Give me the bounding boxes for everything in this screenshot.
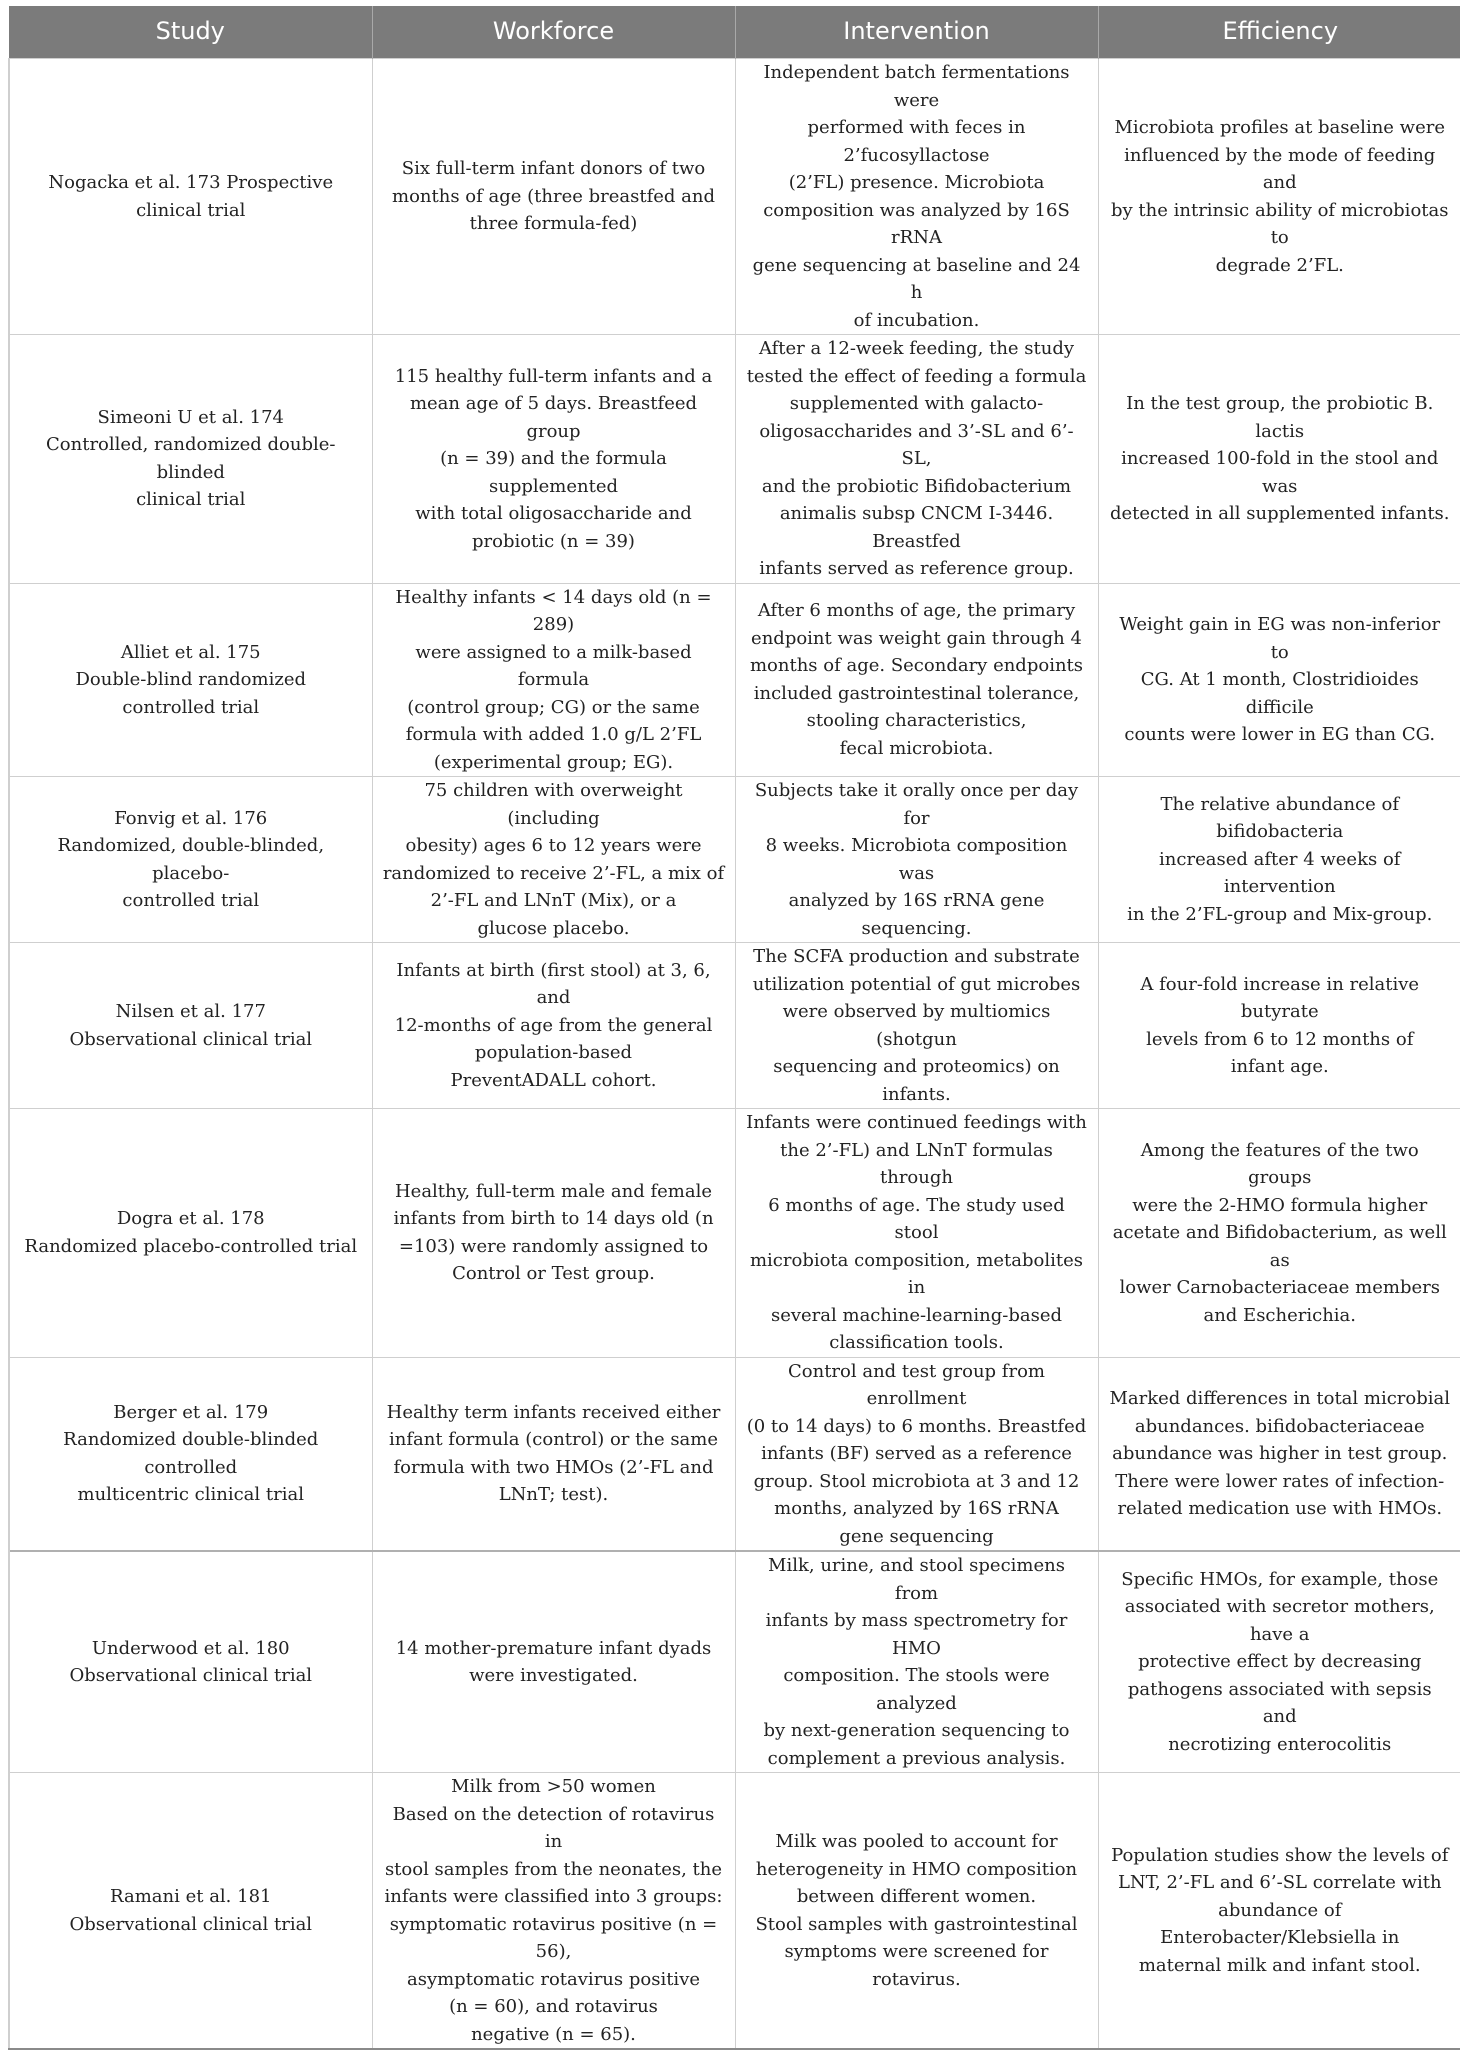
cell-workforce: Healthy infants < 14 days old (n = 289) were assigned to a milk-based formula (control group; CG) or the same formula with added 1.0 g/L 2’FL (experimental group; EG). xyxy=(372,583,735,777)
cell-intervention: After a 12-week feeding, the study tested the effect of feeding a formula supplemented with galacto- oligosaccharides and 3’-SL and 6’-SL, and the probiotic Bifidobacterium animalis subsp CNCM I-3446. Breastfed infants served as reference group. xyxy=(735,335,1098,584)
column-header-efficiency: Efficiency xyxy=(1098,6,1460,59)
cell-intervention: Infants were continued feedings with the 2’-FL) and LNnT formulas through 6 months of age. The study used stool microbiota composition, metabolites in several machine-learning-based classification tools. xyxy=(735,1109,1098,1358)
cell-study: Fonvig et al. 176 Randomized, double-blinded, placebo- controlled trial xyxy=(9,777,372,943)
cell-study: Berger et al. 179 Randomized double-blinded controlled multicentric clinical trial xyxy=(9,1357,372,1551)
table-row xyxy=(9,1357,1460,1551)
cell-workforce: 115 healthy full-term infants and a mean age of 5 days. Breastfeed group (n = 39) and the formula supplemented with total oligosaccharide and probiotic (n = 39) xyxy=(372,335,735,584)
column-header-intervention: Intervention xyxy=(735,6,1098,59)
cell-study: Dogra et al. 178 Randomized placebo-controlled trial xyxy=(9,1109,372,1358)
cell-intervention: Milk, urine, and stool specimens from infants by mass spectrometry for HMO composition. The stools were analyzed by next-generation sequencing to complement a previous analysis. xyxy=(735,1551,1098,1773)
cell-workforce: Six full-term infant donors of two months of age (three breastfed and three formula-fed) xyxy=(372,59,735,335)
column-header-workforce: Workforce xyxy=(372,6,735,59)
table-row xyxy=(9,335,1460,584)
table-row xyxy=(9,1109,1460,1358)
cell-intervention: After 6 months of age, the primary endpoint was weight gain through 4 months of age. Secondary endpoints included gastrointestinal tolerance, stooling characteristics, fecal microbiota. xyxy=(735,583,1098,777)
table-row xyxy=(9,943,1460,1109)
column-header-study: Study xyxy=(9,6,372,59)
cell-efficiency: Microbiota profiles at baseline were influenced by the mode of feeding and by the intrinsic ability of microbiotas to degrade 2’FL. xyxy=(1098,59,1460,335)
cell-workforce: Healthy term infants received either infant formula (control) or the same formula with two HMOs (2’-FL and LNnT; test). xyxy=(372,1357,735,1551)
table-container xyxy=(8,6,1460,2050)
cell-intervention: Milk was pooled to account for heterogeneity in HMO composition between different women. Stool samples with gastrointestinal symptoms were screened for rotavirus. xyxy=(735,1773,1098,2050)
studies-table xyxy=(8,6,1460,2050)
cell-study: Underwood et al. 180 Observational clinical trial xyxy=(9,1551,372,1773)
cell-study: Nogacka et al. 173 Prospective clinical trial xyxy=(9,59,372,335)
cell-efficiency: Weight gain in EG was non-inferior to CG. At 1 month, Clostridioides difficile counts were lower in EG than CG. xyxy=(1098,583,1460,777)
cell-efficiency: A four-fold increase in relative butyrate levels from 6 to 12 months of infant age. xyxy=(1098,943,1460,1109)
table-row xyxy=(9,1773,1460,2050)
cell-efficiency: Among the features of the two groups were the 2-HMO formula higher acetate and Bifidobacterium, as well as lower Carnobacteriaceae members and Escherichia. xyxy=(1098,1109,1460,1358)
cell-intervention: The SCFA production and substrate utilization potential of gut microbes were observed by multiomics (shotgun sequencing and proteomics) on infants. xyxy=(735,943,1098,1109)
table-row xyxy=(9,59,1460,335)
cell-study: Ramani et al. 181 Observational clinical trial xyxy=(9,1773,372,2050)
cell-efficiency: The relative abundance of bifidobacteria increased after 4 weeks of intervention in the 2’FL-group and Mix-group. xyxy=(1098,777,1460,943)
cell-workforce: 75 children with overweight (including obesity) ages 6 to 12 years were randomized to receive 2’-FL, a mix of 2’-FL and LNnT (Mix), or a glucose placebo. xyxy=(372,777,735,943)
cell-efficiency: Population studies show the levels of LNT, 2’-FL and 6’-SL correlate with abundance of Enterobacter/Klebsiella in maternal milk and infant stool. xyxy=(1098,1773,1460,2050)
cell-study: Alliet et al. 175 Double-blind randomized controlled trial xyxy=(9,583,372,777)
table-row xyxy=(9,583,1460,777)
cell-workforce: Healthy, full-term male and female infants from birth to 14 days old (n =103) were randomly assigned to Control or Test group. xyxy=(372,1109,735,1358)
cell-efficiency: In the test group, the probiotic B. lactis increased 100-fold in the stool and was detected in all supplemented infants. xyxy=(1098,335,1460,584)
cell-workforce: Milk from >50 women Based on the detection of rotavirus in stool samples from the neonates, the infants were classified into 3 groups: symptomatic rotavirus positive (n = 56), asymptomatic rotavirus positive (n = 60), and rotavirus negative (n = 65). xyxy=(372,1773,735,2050)
cell-workforce: 14 mother-premature infant dyads were investigated. xyxy=(372,1551,735,1773)
cell-study: Nilsen et al. 177 Observational clinical trial xyxy=(9,943,372,1109)
cell-efficiency: Marked differences in total microbial abundances. bifidobacteriaceae abundance was higher in test group. There were lower rates of infection- related medication use with HMOs. xyxy=(1098,1357,1460,1551)
table-row xyxy=(9,777,1460,943)
table-header-row xyxy=(9,6,1460,59)
cell-workforce: Infants at birth (first stool) at 3, 6, and 12-months of age from the general population-based PreventADALL cohort. xyxy=(372,943,735,1109)
cell-efficiency: Specific HMOs, for example, those associated with secretor mothers, have a protective effect by decreasing pathogens associated with sepsis and necrotizing enterocolitis xyxy=(1098,1551,1460,1773)
cell-study: Simeoni U et al. 174 Controlled, randomized double-blinded clinical trial xyxy=(9,335,372,584)
cell-intervention: Subjects take it orally once per day for 8 weeks. Microbiota composition was analyzed by 16S rRNA gene sequencing. xyxy=(735,777,1098,943)
cell-intervention: Independent batch fermentations were performed with feces in 2’fucosyllactose (2’FL) presence. Microbiota composition was analyzed by 16S rRNA gene sequencing at baseline and 24 h of incubation. xyxy=(735,59,1098,335)
table-row xyxy=(9,1551,1460,1773)
cell-intervention: Control and test group from enrollment (0 to 14 days) to 6 months. Breastfed infants (BF) served as a reference group. Stool microbiota at 3 and 12 months, analyzed by 16S rRNA gene sequencing xyxy=(735,1357,1098,1551)
